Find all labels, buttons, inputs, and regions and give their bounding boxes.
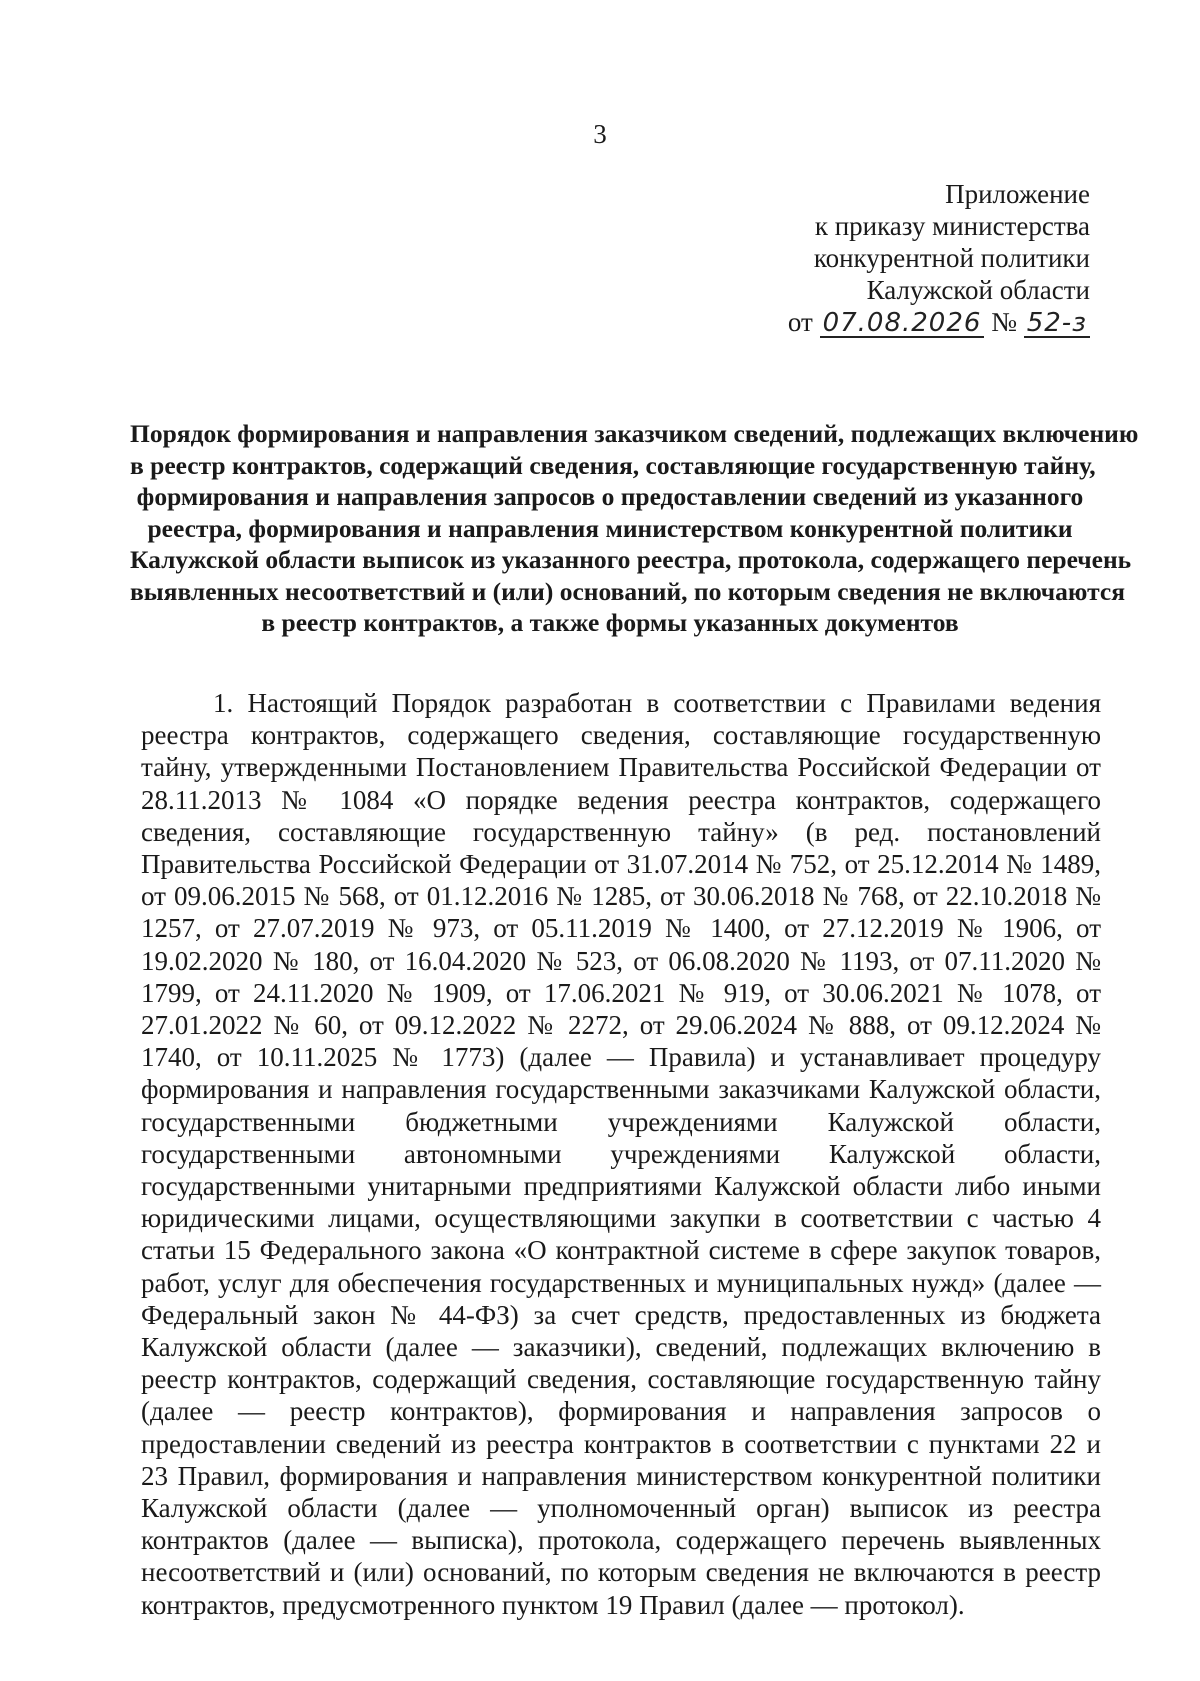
handwritten-number: 52-з bbox=[1024, 310, 1090, 338]
title-line: формирования и направления запросов о предоставлении сведений из указанного bbox=[136, 482, 1084, 511]
title-line: в реестр контрактов, а также формы указанных документов bbox=[261, 608, 959, 637]
appendix-order-ref: к приказу министерства bbox=[814, 211, 1090, 241]
appendix-title: Приложение bbox=[945, 179, 1090, 209]
document-title bbox=[130, 418, 1139, 639]
appendix-region: Калужской области bbox=[866, 275, 1090, 305]
title-line: в реестр контрактов, содержащий сведения, составляющие государственную тайну, bbox=[130, 450, 1096, 480]
appendix-ministry: конкурентной политики bbox=[813, 243, 1090, 273]
title-line: выявленных несоответствий и (или) оснований, по которым сведения не включаются bbox=[130, 576, 1126, 606]
title-line: реестра, формирования и направления министерством конкурентной политики bbox=[147, 513, 1073, 543]
page-number: 3 bbox=[593, 119, 607, 149]
title-line: Порядок формирования и направления заказчиком сведений, подлежащих включению bbox=[130, 419, 1139, 448]
title-line: Калужской области выписок из указанного реестра, протокола, содержащего перечень bbox=[130, 545, 1132, 574]
appendix-date-number-line bbox=[788, 306, 1090, 338]
appendix-block bbox=[788, 178, 1090, 338]
number-sign: № bbox=[991, 307, 1017, 337]
date-prefix: от bbox=[787, 307, 813, 337]
handwritten-date: 07.08.2026 bbox=[820, 310, 985, 338]
paragraph-1: 1. Настоящий Порядок разработан в соответствии с Правилами ведения реестра контрактов, содержащего сведения, составляющие государственную тайну, утвержденными Постановлением Правительства Российской Федерации от 28.11.2013 № 1084 «О порядке ведения реестра контрактов, содержащего сведения, составляющие государственную тайну» (в ред. постановлений Правительства Российской Федерации от 31.07.2014 № 752, от 25.12.2014 № 1489, от 09.06.2015 № 568, от 01.12.2016 № 1285, от 30.06.2018 № 768, от 22.10.2018 № 1257, от 27.07.2019 № 973, от 05.11.2019 № 1400, от 27.12.2019 № 1906, от 19.02.2020 № 180, от 16.04.2020 № 523, от 06.08.2020 № 1193, от 07.11.2020 № 1799, от 24.11.2020 № 1909, от 17.06.2021 № 919, от 30.06.2021 № 1078, от 27.01.2022 № 60, от 09.12.2022 № 2272, от 29.06.2024 № 888, от 09.12.2024 № 1740, от 10.11.2025 № 1773) (далее — Правила) и устанавливает процедуру формирования и направления государственными заказчиками Калужской области, государственными бюджетными учреждениями Калужской области, государственными автономными учреждениями Калужской области, государственными унитарными предприятиями Калужской области либо иными юридическими лицами, осуществляющими закупки в соответствии с частью 4 статьи 15 Федерального закона «О контрактной системе в сфере закупок товаров, работ, услуг для обеспечения государственных и муниципальных нужд» (далее — Федеральный закон № 44-ФЗ) за счет средств, предоставленных из бюджета Калужской области (далее — заказчики), сведений, подлежащих включению в реестр контрактов, содержащий сведения, составляющие государственную тайну (далее — реестр контрактов), формирования и направления запросов о предоставлении сведений из реестра контрактов в соответствии с пунктами 22 и 23 Правил, формирования и направления министерством конкурентной политики Калужской области (далее — уполномоченный орган) выписок из реестра контрактов (далее — выписка), протокола, содержащего перечень выявленных несоответствий и (или) оснований, по которым сведения не включаются в реестр контрактов, предусмотренного пунктом 19 Правил (далее — протокол). bbox=[141, 688, 1101, 1620]
